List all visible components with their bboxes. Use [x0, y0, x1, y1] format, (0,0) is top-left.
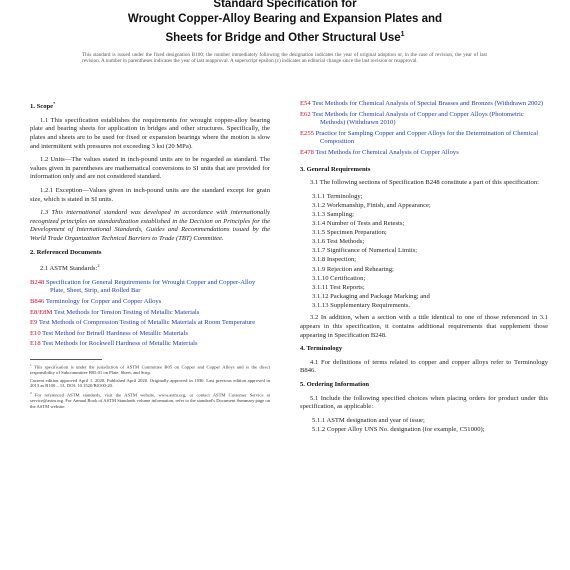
reference-list-left [30, 279, 270, 349]
reference-code[interactable]: E255 [300, 129, 314, 137]
section-heading-ordering-information: 5. Ordering Information [300, 381, 370, 389]
left-column [30, 100, 270, 411]
footnote-2 [30, 391, 270, 409]
section-heading-scope [30, 100, 270, 112]
reference-item[interactable] [300, 130, 548, 147]
reference-title[interactable]: Test Method for Brinell Hardness of Metallic Materials [42, 329, 189, 337]
list-item: 3.1.11 Test Reports; [312, 283, 365, 291]
reference-code[interactable]: E8/E8M [30, 308, 53, 316]
title-footnote-mark: 1 [400, 31, 405, 38]
reference-code[interactable]: B248 [30, 278, 45, 286]
footnote-mark: 2 [30, 390, 32, 395]
list-item: 3.1.4 Number of Tests and Retests; [312, 220, 405, 228]
document-title-line-3 [0, 27, 570, 46]
list-item: 3.1.13 Supplementary Requirements. [312, 301, 410, 309]
reference-code[interactable]: B846 [30, 298, 45, 306]
document-title-line-2: Wrought Copper-Alloy Bearing and Expansion Plates and [127, 13, 443, 25]
reference-item[interactable] [30, 319, 270, 328]
reference-title[interactable]: Test Methods of Compression Testing of Metallic Materials at Room Temperature [38, 319, 256, 327]
reference-title[interactable]: Specification for General Requirements for Wrought Copper and Copper-Alloy Plate, Sheet, Strip, and Rolled Bar [45, 278, 256, 295]
general-requirements-list [300, 193, 548, 311]
reference-title[interactable]: Practice for Sampling Copper and Copper Alloys for the Determination of Chemical Composition [315, 129, 539, 146]
reference-list-right [300, 100, 548, 158]
list-item: 3.1.3 Sampling; [312, 210, 354, 218]
reference-item[interactable] [300, 149, 548, 158]
footnote-divider [30, 359, 102, 360]
reference-title[interactable]: Terminology for Copper and Copper Alloys [45, 298, 162, 306]
footnote-text: This specification is under the jurisdiction of ASTM Committee B05 on Copper and Copper Alloys and is the direct responsibility of Subcommittee B05.01 on Plate, Sheet, and Strip. [30, 364, 270, 376]
reference-item[interactable] [30, 298, 270, 307]
footnote-text: For referenced ASTM standards, visit the ASTM website, www.astm.org, or contact ASTM Customer Service at service@astm.org. For Annual Book of ASTM Standards volume information, refer to the standard's Document Summary page on the ASTM website. [30, 392, 270, 409]
ordering-list [300, 417, 548, 435]
reference-code[interactable]: E18 [30, 340, 41, 348]
paragraph-1-2-1: 1.2.1 Exception—Values given in inch-pound units are the standard except for grain size, which is stated in SI units. [30, 186, 270, 203]
paragraph-1-2: 1.2 Units—The values stated in inch-pound units are to be regarded as standard. The values given in parentheses are mathematical conversions to SI units that are provided for information only and are not considered standard. [30, 156, 270, 181]
section-heading-general-requirements: 3. General Requirements [300, 165, 371, 173]
paragraph-3-1: 3.1 The following sections of Specification B248 constitute a part of this specification: [310, 179, 539, 187]
right-column [300, 100, 548, 439]
reference-title[interactable]: Test Methods for Rockwell Hardness of Metallic Materials [42, 340, 198, 348]
reference-title[interactable]: Test Methods for Chemical Analysis of Special Brasses and Bronzes (Withdrawn 2002) [312, 100, 544, 107]
reference-item[interactable] [30, 279, 270, 296]
list-item: 5.1.2 Copper Alloy UNS No. designation (for example, C51000); [312, 425, 485, 433]
list-item: 3.1.2 Workmanship, Finish, and Appearance; [312, 201, 431, 209]
list-item: 3.1.7 Significance of Numerical Limits; [312, 247, 418, 255]
heading-footnote-mark: * [53, 101, 56, 106]
astm-standards-label: 2.1 ASTM Standards: [40, 265, 98, 273]
list-item: 3.1.10 Certification; [312, 274, 366, 282]
list-item: 3.1.9 Rejection and Rehearing; [312, 265, 394, 273]
reference-code[interactable]: E54 [300, 100, 311, 107]
reference-code[interactable]: E9 [30, 319, 38, 327]
paragraph-4-1: 4.1 For definitions of terms related to copper and copper alloys refer to Terminology B846. [300, 358, 548, 375]
reference-item[interactable] [30, 340, 270, 349]
section-heading-terminology: 4. Terminology [300, 345, 343, 353]
list-item: 3.1.8 Inspection; [312, 256, 357, 264]
list-item: 3.1.1 Terminology; [312, 192, 363, 200]
reference-title[interactable]: Test Methods for Chemical Analysis of Copper Alloys [315, 148, 459, 156]
footnote-edition: Current edition approved April 1, 2020. Published April 2020. Originally approved in 1930. Last previous edition approved in 2013 as B100 – 13. DOI: 10.1520/B0100-20. [30, 377, 270, 389]
list-item: 3.1.6 Test Methods; [312, 238, 365, 246]
designation-note: This standard is issued under the fixed designation B100; the number immediately following the designation indicates the year of original adoption or, in the case of revision, the year of last revision. A number in parentheses indicates the year of last reapproval. A superscript epsilon (ε) indicates an editorial change since the last revision or reapproval. [82, 52, 487, 65]
astm-standards-footnote-mark: 2 [97, 263, 100, 269]
document-title-line-1: Standard Specification for [213, 0, 357, 10]
reference-item[interactable] [300, 100, 548, 109]
heading-text: 1. Scope [30, 103, 54, 111]
reference-item[interactable] [300, 111, 548, 128]
list-item: 5.1.1 ASTM designation and year of issue; [312, 416, 425, 424]
list-item: 3.1.5 Specimen Preparation; [312, 229, 387, 237]
reference-title[interactable]: Test Methods for Chemical Analysis of Copper and Copper Alloys (Photometric Methods) (Withdrawn 2010) [312, 110, 524, 127]
title-text: Sheets for Bridge and Other Structural Use [165, 31, 401, 44]
paragraph-1-3: 1.3 This international standard was developed in accordance with internationally recognized principles on standardization established in the Decision on Principles for the Development of International Standards, Guides and Recommendations issued by the World Trade Organization Technical Barriers to Trade (TBT) Committee. [30, 209, 270, 242]
paragraph-5-1: 5.1 Include the following specified choices when placing orders for product under this specification, as applicable: [300, 394, 548, 411]
list-item: 3.1.12 Packaging and Package Marking; and [312, 292, 430, 300]
reference-title[interactable]: Test Methods for Tension Testing of Metallic Materials [53, 308, 200, 316]
reference-code[interactable]: E10 [30, 329, 41, 337]
paragraph-1-1: 1.1 This specification establishes the requirements for wrought copper-alloy bearing plate and bearing sheets for application in bridges and other structures. Specifically, the plates and sheets are to be used for fixed or expansion bearings where the motion is slow and intermittent with pressures not exceeding 3 ksi (20 MPa). [30, 116, 270, 150]
section-heading-referenced-documents: 2. Referenced Documents [30, 248, 102, 256]
reference-code[interactable]: E478 [300, 148, 314, 156]
reference-code[interactable]: E62 [300, 110, 311, 118]
astm-standards-line [30, 262, 270, 274]
reference-item[interactable] [30, 330, 270, 339]
reference-item[interactable] [30, 309, 270, 318]
paragraph-3-2: 3.2 In addition, when a section with a title identical to one of those referenced in 3.1 appears in this specification, it contains additional requirements that supplement those appearing in Specification B248. [300, 314, 548, 339]
footnote-mark: 1 [30, 363, 32, 368]
footnote-1 [30, 363, 270, 376]
